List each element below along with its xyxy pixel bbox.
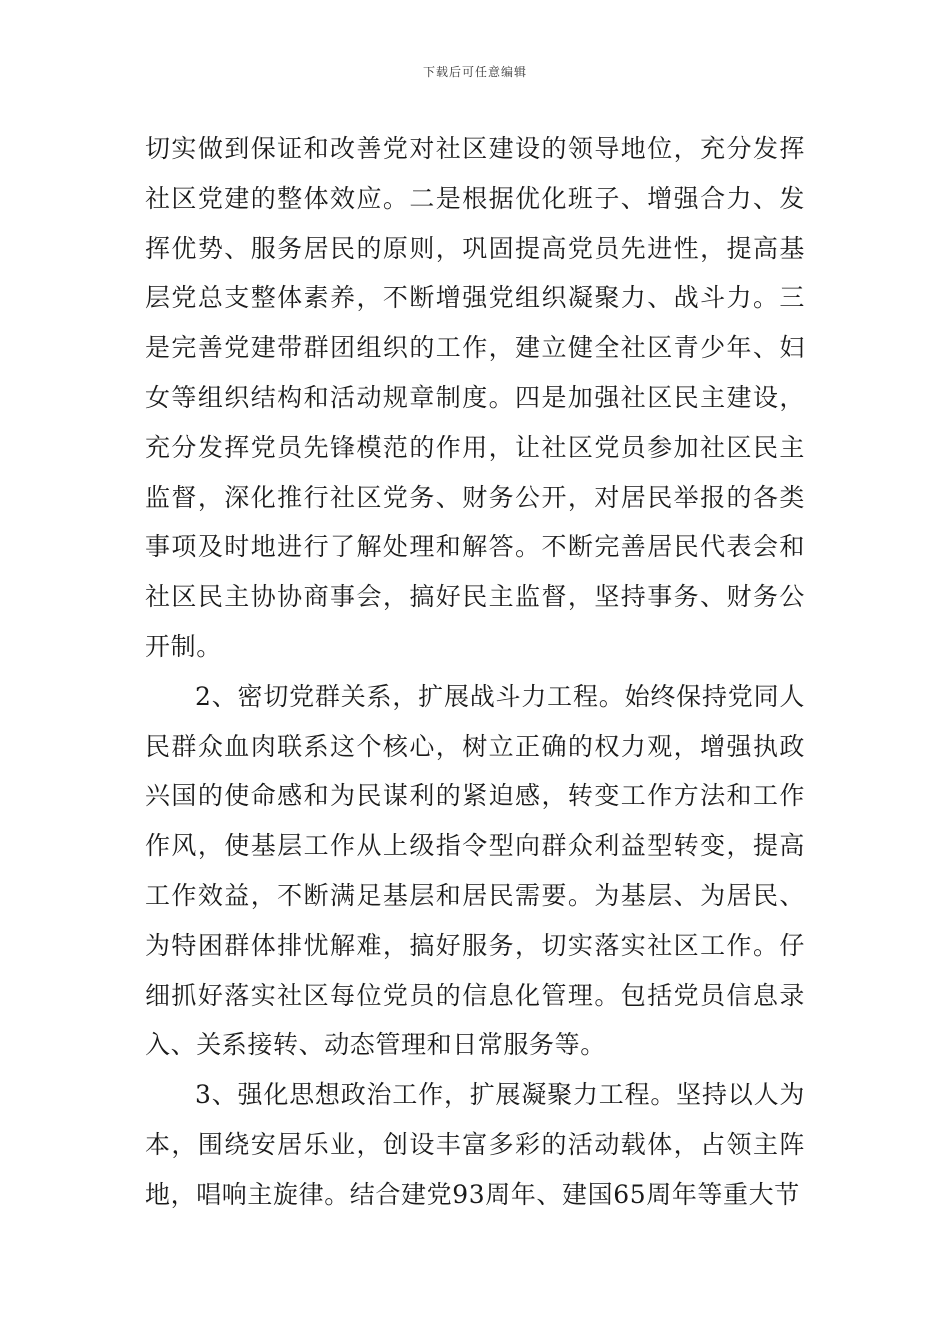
page-header-note: 下载后可任意编辑 xyxy=(422,65,527,79)
document-body xyxy=(145,124,805,1220)
paragraph-section-2: 2、密切党群关系，扩展战斗力工程。始终保持党同人民群众血肉联系这个核心，树立正确的权力观，增强执政兴国的使命感和为民谋利的紧迫感，转变工作方法和工作作风，使基层工作从上级指令型向群众利益型转变，提高工作效益，不断满足基层和居民需要。为基层、为居民、为特困群体排忧解难，搞好服务，切实落实社区工作。仔细抓好落实社区每位党员的信息化管理。包括党员信息录入、关系接转、动态管理和日常服务等。 xyxy=(145,681,805,1060)
paragraph-continued: 切实做到保证和改善党对社区建设的领导地位，充分发挥社区党建的整体效应。二是根据优化班子、增强合力、发挥优势、服务居民的原则，巩固提高党员先进性，提高基层党总支整体素养，不断增强党组织凝聚力、战斗力。三是完善党建带群团组织的工作，建立健全社区青少年、妇女等组织结构和活动规章制度。四是加强社区民主建设，充分发挥党员先锋模范的作用，让社区党员参加社区民主监督，深化推行社区党务、财务公开，对居民举报的各类事项及时地进行了解处理和解答。不断完善居民代表会和社区民主协协商事会，搞好民主监督，坚持事务、财务公开制。 xyxy=(145,134,805,661)
paragraph-section-3: 3、强化思想政治工作，扩展凝聚力工程。坚持以人为本，围绕安居乐业，创设丰富多彩的活动载体，占领主阵地，唱响主旋律。结合建党93周年、建国65周年等重大节 xyxy=(145,1080,805,1209)
